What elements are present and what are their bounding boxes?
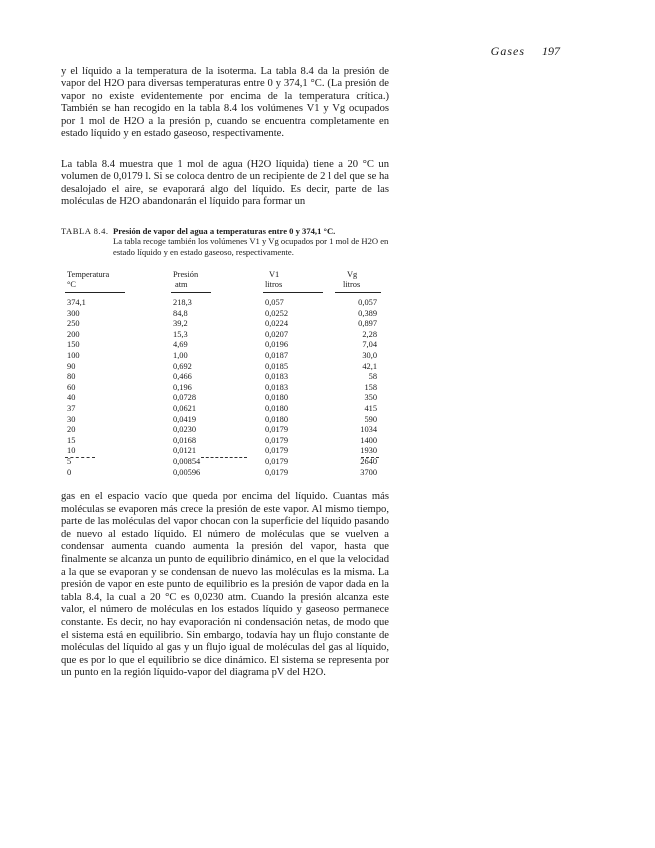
cell-pressure: 0,0168 bbox=[173, 435, 197, 445]
table-row bbox=[65, 298, 385, 309]
running-header bbox=[491, 44, 560, 59]
cell-pressure: 218,3 bbox=[173, 298, 192, 307]
cell-pressure: 0,00596 bbox=[173, 467, 201, 477]
table-row bbox=[65, 446, 385, 457]
cell-v1: 0,0180 bbox=[265, 393, 289, 403]
cell-temperature: 20 bbox=[67, 425, 76, 435]
bottom-rule bbox=[65, 457, 95, 458]
table-subcaption: La tabla recoge también los volúmenes V1 y Vg ocupados por 1 mol de H2O en estado líquido y en estado gaseoso, respectivamente. bbox=[113, 236, 389, 257]
cell-vg: 0,389 bbox=[358, 308, 377, 318]
header-rule bbox=[263, 292, 323, 293]
header-vg-unit: litros bbox=[343, 280, 361, 289]
header-pressure: Presión bbox=[173, 270, 199, 279]
cell-v1: 0,0185 bbox=[265, 361, 289, 371]
cell-temperature: 37 bbox=[67, 403, 76, 413]
cell-v1: 0,0179 bbox=[265, 425, 289, 435]
cell-vg: 7,04 bbox=[362, 340, 377, 350]
cell-vg: 1400 bbox=[360, 435, 377, 445]
cell-pressure: 15,3 bbox=[173, 329, 188, 339]
cell-pressure: 0,692 bbox=[173, 361, 192, 371]
cell-vg: 1930 bbox=[360, 446, 377, 456]
table-row bbox=[65, 404, 385, 415]
cell-temperature: 150 bbox=[67, 340, 80, 350]
cell-vg: 30,0 bbox=[362, 350, 377, 360]
cell-vg: 590 bbox=[364, 414, 377, 424]
cell-pressure: 0,196 bbox=[173, 382, 192, 392]
table-row bbox=[65, 393, 385, 404]
cell-v1: 0,0180 bbox=[265, 414, 289, 424]
cell-vg: 42,1 bbox=[362, 361, 377, 371]
cell-pressure: 84,8 bbox=[173, 308, 188, 318]
cell-pressure: 39,2 bbox=[173, 319, 188, 329]
cell-temperature: 40 bbox=[67, 393, 76, 403]
cell-v1: 0,057 bbox=[265, 298, 284, 307]
header-temperature: Temperatura bbox=[67, 270, 110, 279]
table-body bbox=[65, 298, 385, 478]
cell-temperature: 30 bbox=[67, 414, 76, 424]
cell-v1: 0,0180 bbox=[265, 403, 289, 413]
cell-vg: 0,057 bbox=[358, 298, 377, 307]
cell-pressure: 0,0419 bbox=[173, 414, 197, 424]
cell-temperature: 5 bbox=[67, 456, 72, 466]
cell-pressure: 0,0121 bbox=[173, 446, 197, 456]
table-header bbox=[65, 270, 385, 294]
header-vg: Vg bbox=[347, 270, 358, 279]
header-pressure-unit: atm bbox=[175, 280, 188, 289]
cell-v1: 0,0179 bbox=[265, 456, 289, 466]
cell-pressure: 4,69 bbox=[173, 340, 188, 350]
header-v1: V1 bbox=[269, 270, 280, 279]
header-temperature-unit: °C bbox=[67, 280, 76, 289]
cell-temperature: 100 bbox=[67, 350, 80, 360]
cell-v1: 0,0179 bbox=[265, 467, 289, 477]
cell-pressure: 0,0621 bbox=[173, 403, 197, 413]
cell-pressure: 1,00 bbox=[173, 350, 188, 360]
table-row bbox=[65, 309, 385, 320]
table-row bbox=[65, 319, 385, 330]
header-rule bbox=[65, 292, 125, 293]
cell-temperature: 250 bbox=[67, 319, 80, 329]
table-row bbox=[65, 415, 385, 426]
cell-v1: 0,0183 bbox=[265, 382, 289, 392]
cell-v1: 0,0187 bbox=[265, 350, 289, 360]
cell-vg: 415 bbox=[364, 403, 377, 413]
cell-temperature: 10 bbox=[67, 446, 76, 456]
table-row bbox=[65, 383, 385, 394]
header-rule bbox=[171, 292, 211, 293]
cell-pressure: 0,00854 bbox=[173, 456, 201, 466]
cell-v1: 0,0196 bbox=[265, 340, 289, 350]
cell-temperature: 374,1 bbox=[67, 298, 86, 307]
cell-temperature: 15 bbox=[67, 435, 76, 445]
table-title: Presión de vapor del agua a temperaturas entre 0 y 374,1 °C. bbox=[113, 226, 336, 236]
header-v1-unit: litros bbox=[265, 280, 283, 289]
paragraph-1: y el líquido a la temperatura de la isoterma. La tabla 8.4 da la presión de vapor del H2O para diversas temperaturas entre 0 y 374,1 °C. (La presión de vapor no existe evidentemente por encima de la temperatura crítica.) También se han recogido en la tabla 8.4 los volúmenes V1 y Vg ocupados por 1 mol de H2O a la presión p, cuando se encuentra completamente en estado líquido y en estado gaseoso, respectivamente. bbox=[61, 66, 389, 140]
paragraph-3: gas en el espacio vacío que queda por encima del líquido. Cuantas más moléculas se evaporen más crece la presión de este vapor. Al mismo tiempo, parte de las moléculas del vapor chocan con la superficie del líquido pasando de nuevo al estado líquido. El número de moléculas que se vuelven a condensar aumenta cuando aumenta la presión del vapor, hasta que finalmente se alcanza un punto de equilibrio dinámico, en el que la velocidad a la que se evaporan y se condensan de nuevo las moléculas es la misma. La presión de vapor en este punto de equilibrio es la presión de vapor dada en la tabla 8.4, la cual a 20 °C es 0,0230 atm. Cuando la presión alcanza este valor, el número de moléculas en los estados líquido y gaseoso permanece constante. Es decir, no hay evaporación ni condensación netas, de modo que el sistema está en equilibrio. Sin embargo, todavía hay un flujo constante de moléculas del líquido al gas y un flujo igual de moléculas del gas al líquido, que es por lo que el equilibrio se dice dinámico. El sistema se representa por un punto en la región líquido-vapor del diagrama pV del H2O. bbox=[61, 491, 389, 679]
page-number: 197 bbox=[542, 44, 560, 58]
cell-pressure: 0,0728 bbox=[173, 393, 197, 403]
cell-v1: 0,0207 bbox=[265, 329, 289, 339]
cell-temperature: 90 bbox=[67, 361, 76, 371]
paragraph-2: La tabla 8.4 muestra que 1 mol de agua (H2O líquida) tiene a 20 °C un volumen de 0,0179 l. Si se coloca dentro de un recipiente de 2 l del que se ha desalojado el aire, se evaporará algo del líquido. Es decir, parte de las moléculas de H2O abandonarán el líquido para formar un bbox=[61, 159, 389, 208]
cell-vg: 3700 bbox=[360, 467, 377, 477]
cell-temperature: 200 bbox=[67, 329, 80, 339]
cell-temperature: 0 bbox=[67, 467, 72, 477]
table-row bbox=[65, 468, 385, 479]
cell-v1: 0,0224 bbox=[265, 319, 289, 329]
bottom-rule bbox=[361, 457, 379, 458]
cell-pressure: 0,0230 bbox=[173, 425, 197, 435]
cell-vg: 1034 bbox=[360, 425, 377, 435]
table-caption bbox=[61, 226, 391, 257]
cell-vg: 0,897 bbox=[358, 319, 377, 329]
cell-vg: 58 bbox=[368, 372, 377, 382]
table-row bbox=[65, 457, 385, 468]
header-rule bbox=[335, 292, 381, 293]
table-row bbox=[65, 330, 385, 341]
table-number: TABLA 8.4. bbox=[61, 226, 109, 236]
cell-pressure: 0,466 bbox=[173, 372, 192, 382]
cell-v1: 0,0179 bbox=[265, 435, 289, 445]
vapor-pressure-table bbox=[65, 270, 385, 477]
cell-temperature: 300 bbox=[67, 308, 80, 318]
cell-vg: 2640 bbox=[360, 456, 377, 466]
cell-vg: 350 bbox=[364, 393, 377, 403]
cell-temperature: 80 bbox=[67, 372, 76, 382]
table-row bbox=[65, 425, 385, 436]
cell-v1: 0,0179 bbox=[265, 446, 289, 456]
table-row bbox=[65, 362, 385, 373]
table-row bbox=[65, 351, 385, 362]
cell-vg: 158 bbox=[364, 382, 377, 392]
section-title: Gases bbox=[490, 44, 525, 58]
cell-v1: 0,0183 bbox=[265, 372, 289, 382]
cell-v1: 0,0252 bbox=[265, 308, 289, 318]
cell-vg: 2,28 bbox=[362, 329, 377, 339]
table-row bbox=[65, 372, 385, 383]
bottom-rule bbox=[201, 457, 247, 458]
table-row bbox=[65, 340, 385, 351]
table-row bbox=[65, 436, 385, 447]
cell-temperature: 60 bbox=[67, 382, 76, 392]
